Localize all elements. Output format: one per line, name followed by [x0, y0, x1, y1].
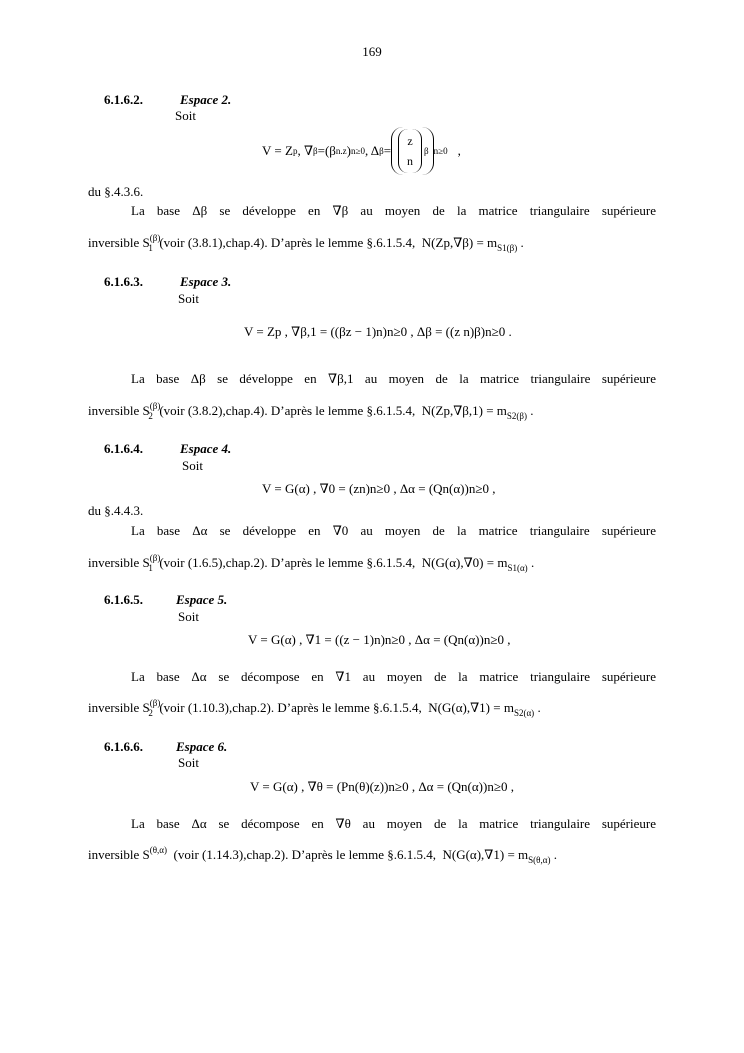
- paragraph-line: La base Δβ se développe en ∇β,1 au moyen de la matrice triangulaire supérieure: [131, 371, 656, 386]
- section-number: 6.1.6.6.: [104, 739, 143, 754]
- soit-label: Soit: [175, 108, 196, 123]
- section-title: Espace 3.: [180, 274, 232, 289]
- section-number: 6.1.6.3.: [104, 274, 143, 289]
- paragraph-line: La base Δα se développe en ∇0 au moyen de la matrice triangulaire supérieure: [131, 523, 656, 538]
- paragraph-line-2: inversible $S^{(\beta)}_1$ (voir (3.8.1),chap.4). D’après le lemme §.6.1.5.4, $N(Zp,\nabla\beta) = m_{S1(\beta)}$ .: [88, 233, 524, 253]
- section-number: 6.1.6.4.: [104, 441, 143, 456]
- equation-espace-6: V = G(α) , ∇θ = (Pn(θ)(z))n≥0 , Δα = (Qn(α))n≥0 ,: [250, 779, 514, 794]
- paragraph-line-2: inversible $S^{(\beta)}_2$ (voir (1.10.3),chap.2). D’après le lemme §.6.1.5.4, $N(G(\alpha),\nabla 1) = m_{S2(\alpha)}$ .: [88, 698, 541, 718]
- paragraph-line: La base Δα se décompose en ∇1 au moyen de la matrice triangulaire supérieure: [131, 669, 656, 684]
- paragraph-line: La base Δβ se développe en ∇β au moyen de la matrice triangulaire supérieure: [131, 203, 656, 218]
- equation-espace-2: V = Z p , ∇ β = (β n.z ) n≥0 , Δ β = z n β n≥0 ,: [262, 126, 461, 176]
- soit-label: Soit: [178, 291, 199, 306]
- reference-line: du §.4.4.3.: [88, 503, 144, 518]
- section-title: Espace 4.: [180, 441, 232, 456]
- soit-label: Soit: [178, 755, 199, 770]
- equation-espace-5: V = G(α) , ∇1 = ((z − 1)n)n≥0 , Δα = (Qn(α))n≥0 ,: [248, 632, 511, 647]
- paragraph-line: La base Δα se décompose en ∇θ au moyen de la matrice triangulaire supérieure: [131, 816, 656, 831]
- section-title: Espace 6.: [176, 739, 228, 754]
- section-title: Espace 5.: [176, 592, 228, 607]
- equation-espace-3: V = Zp , ∇β,1 = ((βz − 1)n)n≥0 , Δβ = ((z n)β)n≥0 .: [244, 324, 512, 339]
- soit-label: Soit: [182, 458, 203, 473]
- paragraph-line-2: inversible $S^{(\beta)}_2$ (voir (3.8.2),chap.4). D’après le lemme §.6.1.5.4, $N(Zp,\nabla\beta,1) = m_{S2(\beta)}$ .: [88, 401, 534, 421]
- section-title: Espace 2.: [180, 92, 232, 107]
- section-number: 6.1.6.2.: [104, 92, 143, 107]
- paragraph-line-2: inversible $S^{(\beta)}_1$ (voir (1.6.5),chap.2). D’après le lemme §.6.1.5.4, $N(G(\alpha),\nabla 0) = m_{S1(\alpha)}$ .: [88, 553, 535, 573]
- page-number: 169: [362, 44, 382, 59]
- section-number: 6.1.6.5.: [104, 592, 143, 607]
- reference-line: du §.4.3.6.: [88, 184, 144, 199]
- binomial: z n: [398, 129, 422, 173]
- soit-label: Soit: [178, 609, 199, 624]
- equation-espace-4: V = G(α) , ∇0 = (zn)n≥0 , Δα = (Qn(α))n≥0 ,: [262, 481, 496, 496]
- paragraph-line-2: inversible $S^{(\theta,\alpha)}$ (voir (1.14.3),chap.2). D’après le lemme §.6.1.5.4, $N(G(\alpha),\nabla 1) = m_{S(\theta,\alpha)}$ .: [88, 845, 557, 865]
- binomial-family: z n β: [391, 127, 434, 175]
